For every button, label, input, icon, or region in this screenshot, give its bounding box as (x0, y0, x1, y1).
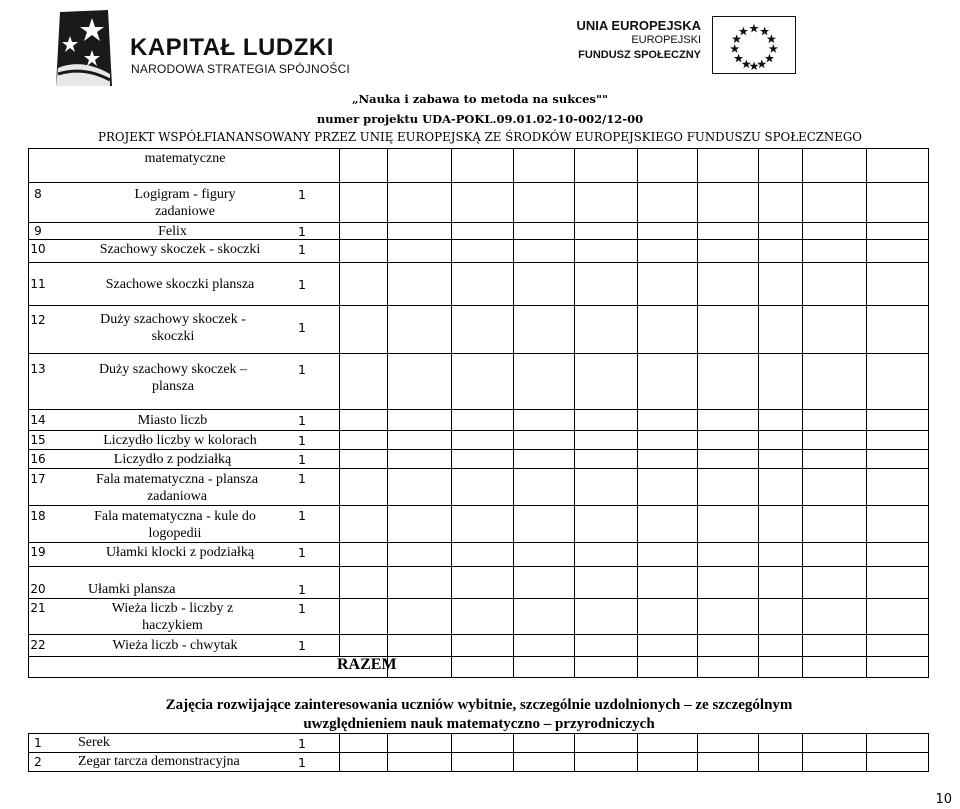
eu-line-3: FUNDUSZ SPOŁECZNY (578, 49, 701, 61)
row-number: 9 (34, 224, 42, 238)
row-name: Duży szachowy skoczek – plansza (98, 362, 248, 394)
row-quantity: 1 (298, 736, 306, 751)
row-name: Szachowe skoczki plansza (105, 277, 255, 292)
row-number: 22 (30, 638, 46, 652)
row-name: Wieża liczb - chwytak (112, 638, 238, 653)
row-number: 18 (30, 509, 46, 523)
row-number: 2 (34, 755, 42, 769)
row-number: 1 (34, 736, 42, 750)
row-name: Szachowy skoczek - skoczki (99, 242, 261, 257)
row-name: Logigram - figury zadaniowe (134, 187, 236, 219)
row-quantity: 1 (298, 638, 306, 653)
table-top-fragment: matematyczne (144, 151, 226, 166)
row-number: 15 (30, 433, 46, 447)
row-number: 12 (30, 313, 46, 327)
eu-line-2: EUROPEJSKI (631, 34, 701, 46)
row-name: Fala matematyczna - plansza zadaniowa (95, 472, 259, 504)
row-number: 13 (30, 362, 46, 376)
row-quantity: 1 (298, 242, 306, 257)
row-quantity: 1 (298, 471, 306, 486)
row-number: 11 (30, 277, 46, 291)
row-quantity: 1 (298, 433, 306, 448)
row-quantity: 1 (298, 545, 306, 560)
row-quantity: 1 (298, 224, 306, 239)
row-quantity: 1 (298, 320, 306, 335)
project-name: „Nauka i zabawa to metoda na sukces"" (352, 92, 608, 106)
row-number: 20 (30, 582, 46, 596)
row-number: 21 (30, 601, 46, 615)
row-number: 19 (30, 545, 46, 559)
row-name: Serek (78, 735, 110, 750)
project-number: numer projektu UDA-POKL.09.01.02-10-002/12-00 (316, 112, 644, 126)
row-name: Felix (158, 224, 187, 239)
row-number: 14 (30, 413, 46, 427)
row-quantity: 1 (298, 582, 306, 597)
kapital-ludzki-title: KAPITAŁ LUDZKI (130, 34, 334, 61)
eu-line-1: UNIA EUROPEJSKA (576, 18, 701, 33)
section-title-line-1: Zajęcia rozwijające zainteresowania uczniów wybitnie, szczególnie uzdolnionych – ze szczególnym (165, 697, 793, 713)
kapital-ludzki-subtitle: NARODOWA STRATEGIA SPÓJNOŚCI (131, 62, 350, 76)
row-quantity: 1 (298, 452, 306, 467)
row-number: 17 (30, 472, 46, 486)
row-number: 10 (30, 242, 46, 256)
row-name: Liczydło z podziałką (113, 452, 232, 467)
row-name: Zegar tarcza demonstracyjna (78, 754, 240, 769)
row-quantity: 1 (298, 508, 306, 523)
row-name: Liczydło liczby w kolorach (103, 433, 257, 448)
section-title (28, 696, 930, 734)
row-quantity: 1 (298, 277, 306, 292)
row-name: Ułamki klocki z podziałką (105, 545, 255, 560)
row-name: Ułamki plansza (88, 582, 176, 597)
row-name: Miasto liczb (137, 413, 208, 428)
row-quantity: 1 (298, 362, 306, 377)
cofinance-statement: PROJEKT WSPÓŁFIANANSOWANY PRZEZ UNIĘ EUROPEJSKĄ ZE ŚRODKÓW EUROPEJSKIEGO FUNDUSZU SPOŁECZNEGO (98, 130, 862, 144)
row-name: Fala matematyczna - kule do logopedii (94, 509, 256, 541)
row-quantity: 1 (298, 187, 306, 202)
row-quantity: 1 (298, 601, 306, 616)
row-number: 8 (34, 187, 42, 201)
row-name: Duży szachowy skoczek - skoczki (100, 312, 246, 344)
row-quantity: 1 (298, 413, 306, 428)
row-number: 16 (30, 452, 46, 466)
page-number: 10 (935, 792, 952, 807)
section-title-line-2: uwzględnieniem nauk matematyczno – przyrodniczych (303, 716, 655, 732)
row-quantity: 1 (298, 755, 306, 770)
row-name: Wieża liczb - liczby z haczykiem (111, 601, 234, 633)
razem-total-label: RAZEM (337, 656, 397, 673)
